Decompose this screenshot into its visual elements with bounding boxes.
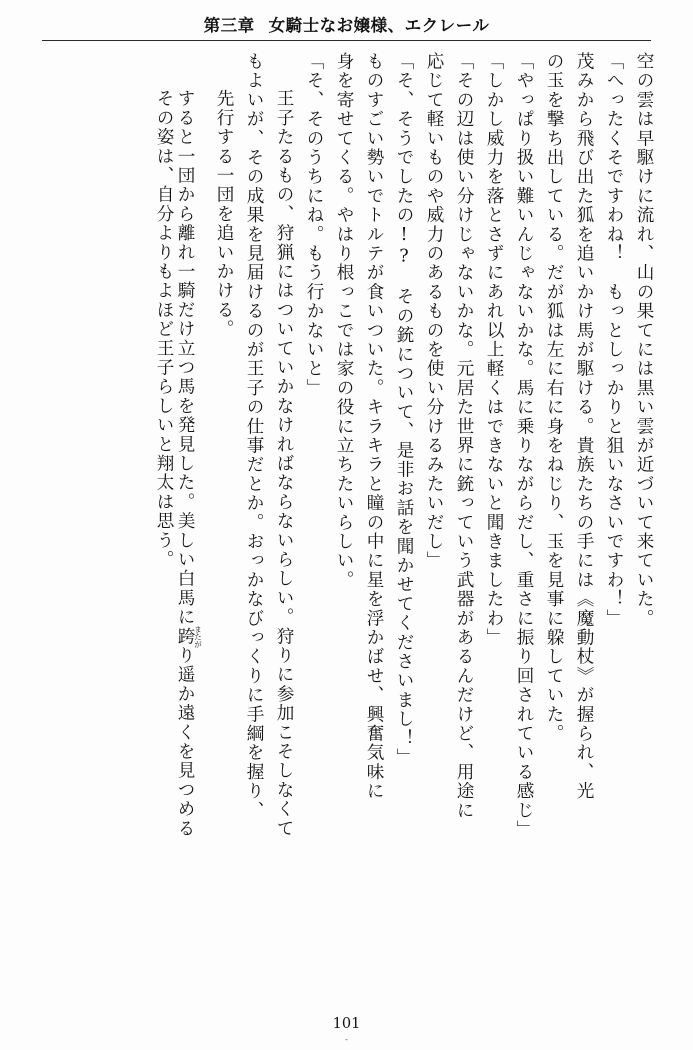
header-divider (42, 40, 651, 41)
text-line: 「そ、そうでしたの!? その銃について、是非お話を聞かせてくださいまし！」 (394, 52, 414, 768)
text-line: その姿は、自分よりもよほど王子らしいと翔太は思う。 (154, 70, 174, 570)
text-line: 「やっぱり扱い難いんじゃないかな。馬に乗りながらだし、重さに振り回されている感じ」 (514, 52, 534, 840)
chapter-number: 第三章 (203, 16, 255, 35)
text-line: 茂みから飛び出た狐を追いかけ馬が駆ける。貴族たちの手には《魔動杖》が握られ、光 (574, 52, 594, 801)
chapter-header (0, 12, 693, 36)
text-line: 「そ、そのうちにね。もう行かないと」 (304, 52, 324, 398)
text-line: 「へったくそですわね！ もっとしっかりと狙いなさいですわ！」 (604, 52, 624, 628)
text-line: の玉を撃ち出している。だが狐は左に右に身をねじり、玉を見事に躱していた。 (544, 52, 564, 744)
text-line: 「しかし威力を落とさずにあれ以上軽くはできないと聞きましたわ」 (484, 52, 504, 648)
text-line: 王子たるもの、狩猟にはついていかなければならないらしい。狩りに参加こそしなくて (274, 70, 294, 838)
vertical-text-body (40, 52, 652, 992)
text-line: 空の雲は早駆けに流れ、山の果てには黒い雲が近づいて来ていた。 (634, 52, 654, 628)
text-line: 応じて軽いものや威力のあるものを使い分けるみたいだし」 (424, 52, 444, 571)
text-line: 身を寄せてくる。やはり根っこでは家の役に立ちたいらしい。 (334, 52, 354, 590)
text-line: ものすごい勢いでトルテが食いついた。キラキラと瞳の中に星を浮かばせ、興奮気味に (364, 52, 384, 801)
text-line: 先行する一団を追いかける。 (214, 70, 234, 339)
chapter-title: 女騎士なお嬢様、エクレール (268, 16, 490, 35)
page-number-mark: - (345, 1035, 348, 1044)
text-line: もよいが、その成果を見届けるのが王子の仕事だとか。おっかなびっくりに手綱を握り、 (244, 52, 264, 820)
page-number: 101 (332, 1016, 361, 1032)
text-line: 「その辺は使い分けじゃないかな。元居た世界に銃っていう武器があるんだけど、用途に (454, 52, 474, 820)
text-line-with-ruby: すると一団から離れ一騎だけ立つ馬を発見した。美しい白馬に跨またがり遥か遠くを見つめる (175, 70, 203, 839)
